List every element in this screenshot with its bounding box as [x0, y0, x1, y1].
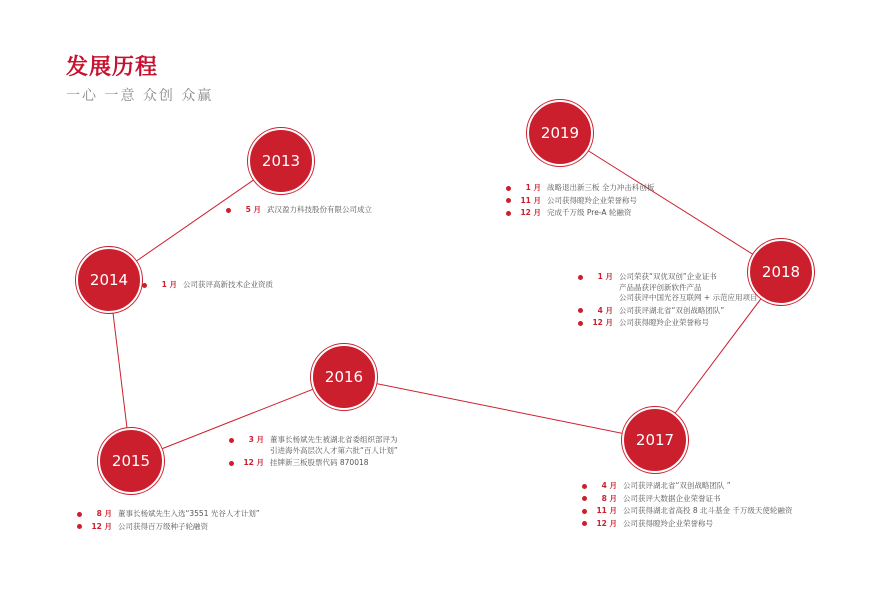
event-text: 完成千万级 Pre-A 轮融资 [547, 208, 632, 217]
event-month: 4 月 [601, 481, 617, 490]
year-node-2016: 2016 [311, 344, 377, 410]
events-2018 [578, 273, 758, 332]
event-month: 12 月 [592, 318, 613, 327]
event-item [77, 510, 260, 518]
events-2019 [506, 184, 654, 222]
event-month: 4 月 [597, 305, 613, 315]
event-month: 3 月 [248, 435, 264, 444]
event-item [578, 273, 758, 302]
event-item [506, 184, 654, 192]
page-title: 发展历程 [66, 55, 159, 80]
event-item [578, 319, 758, 327]
event-item [578, 307, 758, 315]
event-text: 公司获评中国光谷互联网 + 示范应用项目 [619, 293, 758, 302]
event-text: 公司获评大数据企业荣誉证书 [623, 493, 721, 503]
event-text: 公司获得瞪羚企业荣誉称号 [619, 318, 709, 327]
event-text: 公司获得湖北省高投 8 北斗基金 千万级天使轮融资 [623, 506, 793, 515]
year-node-2017: 2017 [622, 407, 688, 473]
bullet-dot-icon [582, 496, 587, 501]
event-text: 公司荣获“双优双创”企业证书 [619, 272, 717, 281]
event-text: 公司获评高新技术企业资质 [183, 280, 273, 289]
year-node-2013: 2013 [248, 128, 314, 194]
bullet-dot-icon [506, 186, 511, 191]
event-item [582, 495, 792, 503]
bullet-dot-icon [506, 211, 511, 216]
bullet-dot-icon [578, 321, 583, 326]
bullet-dot-icon [226, 208, 231, 213]
event-text: 公司获得瞪羚企业荣誉称号 [547, 195, 637, 205]
bullet-dot-icon [582, 484, 587, 489]
page-subtitle: 一心 一意 众创 众赢 [66, 88, 214, 104]
events-2016 [229, 436, 398, 472]
year-node-2019: 2019 [527, 100, 593, 166]
event-item [229, 459, 398, 467]
event-item [582, 482, 792, 490]
bullet-dot-icon [582, 509, 587, 514]
event-text: 武汉盈力科技股份有限公司成立 [267, 205, 372, 214]
event-text: 公司获得百万级种子轮融资 [118, 521, 208, 531]
event-item [77, 523, 260, 531]
event-month: 12 月 [243, 458, 264, 467]
bullet-dot-icon [506, 198, 511, 203]
events-2013 [226, 206, 372, 219]
event-month: 8 月 [601, 493, 617, 503]
event-month: 1 月 [597, 272, 613, 281]
event-item [229, 436, 398, 454]
bullet-dot-icon [582, 521, 587, 526]
event-item [142, 281, 273, 289]
bullet-dot-icon [77, 524, 82, 529]
connector-2016-2017 [344, 377, 655, 440]
event-item [582, 507, 792, 515]
event-text: 战略退出新三板 全力冲击科创板 [547, 183, 655, 192]
event-text: 引进海外高层次人才第六批“百人计划” [270, 445, 398, 455]
event-month: 12 月 [91, 521, 112, 531]
event-item [226, 206, 372, 214]
bullet-dot-icon [77, 512, 82, 517]
events-2017 [582, 482, 792, 532]
event-text: 公司获评湖北省“双创战略团队 ” [623, 481, 731, 490]
event-text: 公司获得瞪羚企业荣誉称号 [623, 518, 713, 528]
event-text: 公司获评湖北省“双创战略团队” [619, 305, 725, 315]
event-text: 董事长杨斌先生入选“3551 光谷人才计划” [118, 509, 260, 518]
bullet-dot-icon [578, 308, 583, 313]
year-node-2015: 2015 [98, 428, 164, 494]
event-month: 5 月 [245, 205, 261, 214]
events-2015 [77, 510, 260, 535]
events-2014 [142, 281, 273, 294]
year-node-2018: 2018 [748, 239, 814, 305]
event-month: 8 月 [96, 509, 112, 518]
event-month: 1 月 [525, 183, 541, 192]
bullet-dot-icon [229, 461, 234, 466]
event-month: 12 月 [596, 518, 617, 528]
year-node-2014: 2014 [76, 247, 142, 313]
bullet-dot-icon [142, 283, 147, 288]
event-month: 12 月 [520, 208, 541, 217]
event-month: 11 月 [520, 195, 541, 205]
bullet-dot-icon [229, 438, 234, 443]
event-text: 挂牌新三板股票代码 870018 [270, 458, 369, 467]
event-text: 董事长杨斌先生被湖北省委组织部评为 [270, 435, 398, 444]
event-item [506, 197, 654, 205]
event-item [506, 209, 654, 217]
bullet-dot-icon [578, 275, 583, 280]
event-month: 1 月 [161, 280, 177, 289]
event-item [582, 520, 792, 528]
event-text: 产品晶获评创新软件产品 [619, 282, 702, 292]
event-month: 11 月 [596, 506, 617, 515]
